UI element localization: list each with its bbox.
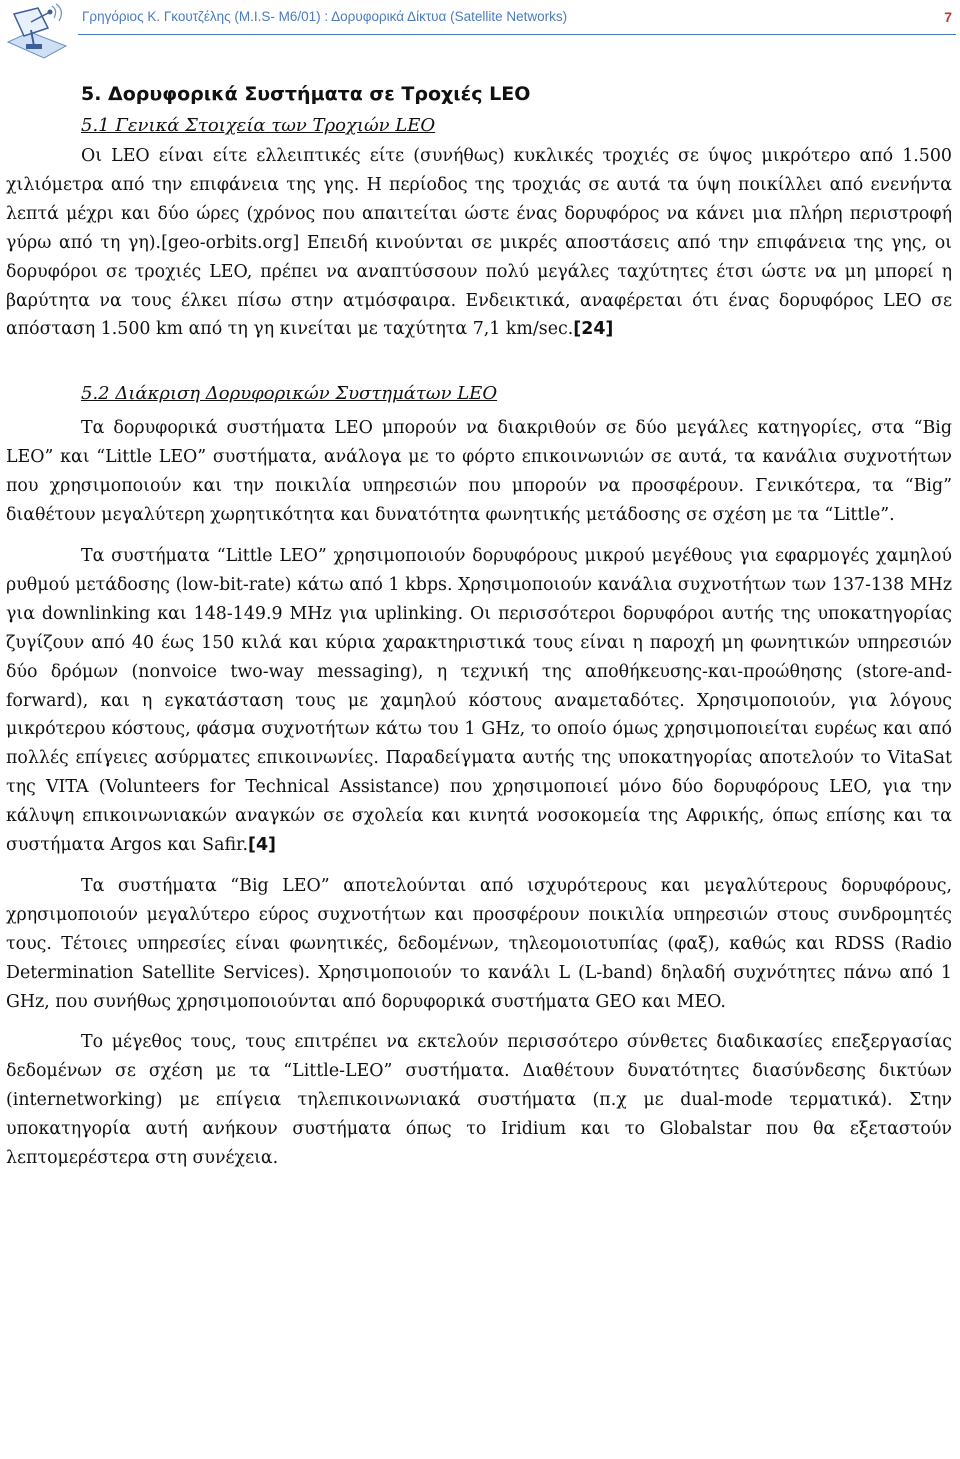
reference-citation: [4] <box>248 835 276 856</box>
page-header <box>0 0 960 42</box>
paragraph-big-leo: Τα συστήματα “Big LEO” αποτελούνται από ισχυρότερους και μεγαλύτερους δορυφόρους, χρησιμοποιούν μεγαλύτερο εύρος συχνοτήτων και προσφέρουν ποικιλία υπηρεσιών στους συνδρομητές τους. Τέτοιες υπηρεσίες είναι φωνητικές, δεδομένων, τηλεομοιοτυπίας (φαξ), καθώς και RDSS (Radio Determination Satellite Services). Χρησιμοποιούν το κανάλι L (L-band) δηλαδή συχνότητες πάνω από 1 GHz, που συνήθως χρησιμοποιούνται από δορυφορικά συστήματα GEO και MEO. <box>6 875 952 1012</box>
section-heading: 5. Δορυφορικά Συστήματα σε Τροχιές LEO <box>81 83 531 105</box>
subsection-heading-5-2: 5.2 Διάκριση Δορυφορικών Συστημάτων LEO <box>81 383 498 405</box>
paragraph-text: Οι LEO είναι είτε ελλειπτικές είτε (συνήθως) κυκλικές τροχιές σε ύψος μικρότερο από 1.500 χιλιόμετρα από την επιφάνεια της γης. Η περίοδος της τροχιάς σε αυτά τα ύψη ποικίλλει από ενενήντα λεπτά μέχρι και δύο ώρες (χρόνος που απαιτείται ώστε ένας δορυφόρος να κάνει μια πλήρη περιστροφή γύρω από τη γη).[geo-orbits.org] Επειδή κινούνται σε μικρές αποστάσεις από την επιφάνεια της γης, οι δορυφόροι σε τροχιές LEO, πρέπει να αναπτύσσουν πολύ μεγάλες ταχύτητες έτσι ώστε να μη μπορεί η βαρύτητα να τους έλκει πίσω στην ατμόσφαιρα. Ενδεικτικά, αναφέρεται ότι ένας δορυφόρος LEO σε απόσταση 1.500 km από τη γη κινείται με ταχύτητα 7,1 km/sec. <box>6 146 952 340</box>
header-title: Γρηγόριος Κ. Γκουτζέλης (Μ.Ι.S- Μ6/01) : Δορυφορικά Δίκτυα (Satellite Networks) <box>82 9 568 24</box>
document-body <box>6 80 952 1173</box>
paragraph-text: Τα συστήματα “Little LEO” χρησιμοποιούν δορυφόρους μικρού μεγέθους για εφαρμογές χαμηλού ρυθμού μετάδοσης (low-bit-rate) κάτω από 1 kbps. Χρησιμοποιούν κανάλια συχνοτήτων των 137-138 MHz για downlinking και 148-149.9 MHz για uplinking. Οι περισσότεροι δορυφόροι αυτής της υποκατηγορίας ζυγίζουν από 40 έως 150 κιλά και κύρια χαρακτηριστικά τους είναι η παροχή μη φωνητικών υπηρεσιών δύο δρόμων (nonvoice two-way messaging), η τεχνική της αποθήκευσης-και-προώθησης (store-and-forward), και η εγκατάσταση τους με χαμηλού κόστους αναμεταδότες. Χρησιμοποιούν, για λόγους μικρότερου κόστους, φάσμα συχνοτήτων κάτω του 1 GHz, το οποίο όμως χρησιμοποιείται ευρέως και από πολλές επίγειες ασύρματες επικοινωνίες. Παραδείγματα αυτής της υποκατηγορίας αποτελούν το VitaSat της VITA (Volunteers for Technical Assistance) που χρησιμοποιεί μόνο δύο δορυφόρους LEO, για την κάλυψη επικοινωνιακών αναγκών σε σχολεία και κινητά νοσοκομεία της Αφρικής, όπως επίσης και τα συστήματα Argos και Safir. <box>6 545 952 856</box>
reference-citation: [24] <box>573 319 614 340</box>
paragraph-leo-categories: Τα δορυφορικά συστήματα LEO μπορούν να διακριθούν σε δύο μεγάλες κατηγορίες, στα “Big LEO” και “Little LEO” συστήματα, ανάλογα με το φόρτο επικοινωνιών σε αυτά, τα κανάλια συχνοτήτων που χρησιμοποιούν και την ποικιλία υπηρεσιών που μπορούν να προσφέρουν. Γενικότερα, τα “Big” διαθέτουν μεγαλύτερη χωρητικότητα και δυνατότητα φωνητικής μετάδοσης σε σχέση με τα “Little”. <box>6 418 952 526</box>
paragraph-general-leo <box>6 142 952 344</box>
header-divider <box>78 34 956 35</box>
paragraph-big-leo-capabilities: Το μέγεθος τους, τους επιτρέπει να εκτελούν περισσότερο σύνθετες διαδικασίες επεξεργασίας δεδομένων σε σχέση με τα “Little-LEO” συστήματα. Διαθέτουν δυνατότητες διασύνδεσης δικτύων (internetworking) με επίγεια τηλεπικοινωνιακά συστήματα (π.χ με dual-mode τερματικά). Στην υποκατηγορία αυτή ανήκουν συστήματα όπως το Iridium και το Globalstar που θα εξεταστούν λεπτομερέστερα στη συνέχεια. <box>6 1032 952 1169</box>
paragraph-little-leo <box>6 542 952 860</box>
satellite-dish-logo-icon <box>4 2 68 64</box>
page-number: 7 <box>944 9 952 25</box>
subsection-heading-5-1: 5.1 Γενικά Στοιχεία των Τροχιών LEO <box>81 115 436 136</box>
